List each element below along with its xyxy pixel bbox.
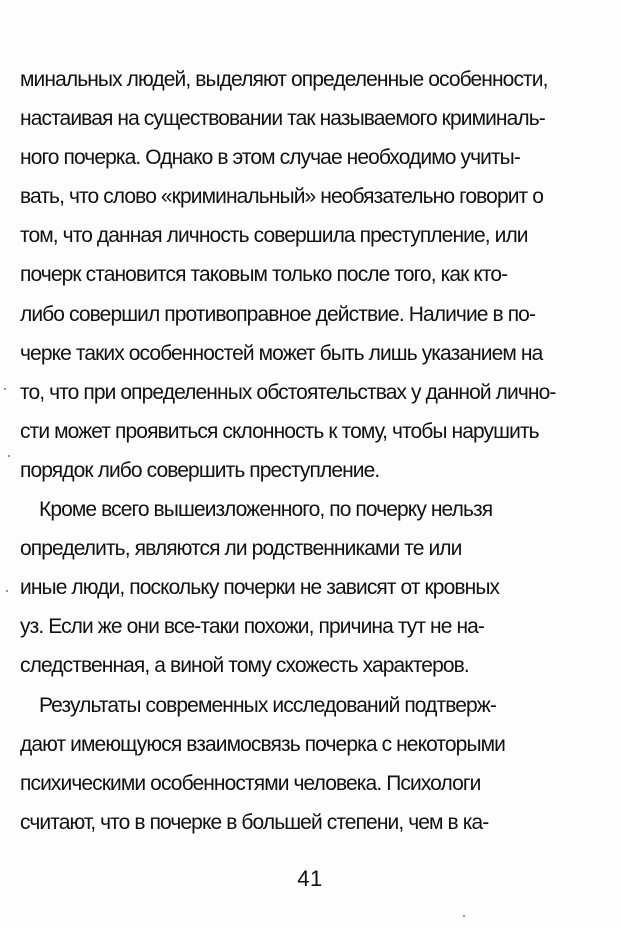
text-line: минальных людей, выделяют определенные особенности, <box>20 68 548 91</box>
text-line: уз. Если же они все-таки похожи, причина тут не на- <box>20 615 485 639</box>
text-line: следственная, а виной тому схожесть характеров. <box>20 654 469 678</box>
text-line: считают, что в почерке в большей степени, чем в ка- <box>20 810 489 834</box>
text-line: то, что при определенных обстоятельствах у данной лично- <box>20 380 556 404</box>
text-line: определить, являются ли родственниками те или <box>20 537 462 561</box>
text-line: иные люди, поскольку почерки не зависят от кровных <box>20 576 500 600</box>
body-text <box>20 60 580 842</box>
page-number: 41 <box>297 866 323 891</box>
text-line: том, что данная личность совершила преступление, или <box>20 224 528 248</box>
scan-speck <box>8 455 10 457</box>
text-line: ного почерка. Однако в этом случае необходимо учиты- <box>20 146 520 170</box>
text-line: черке таких особенностей может быть лишь указанием на <box>20 341 543 365</box>
scan-speck <box>4 388 6 390</box>
text-line: психическими особенностями человека. Психологи <box>20 771 481 795</box>
text-line: либо совершил противоправное действие. Наличие в по- <box>20 302 536 326</box>
scan-speck <box>6 590 8 592</box>
text-line: настаивая на существовании так называемого криминаль- <box>20 107 545 131</box>
paragraph-first-line: Кроме всего вышеизложенного, по почерку нельзя <box>39 498 493 522</box>
scan-speck <box>463 915 465 917</box>
paragraph-first-line: Результаты современных исследований подтверж- <box>39 693 497 717</box>
text-line: сти может проявиться склонность к тому, чтобы нарушить <box>20 419 539 443</box>
text-line: дают имеющуюся взаимосвязь почерка с некоторыми <box>20 732 506 756</box>
text-line: вать, что слово «криминальный» необязательно говорит о <box>20 185 543 209</box>
text-line: порядок либо совершить преступление. <box>20 458 380 482</box>
text-line: почерк становится таковым только после того, как кто- <box>20 263 508 287</box>
